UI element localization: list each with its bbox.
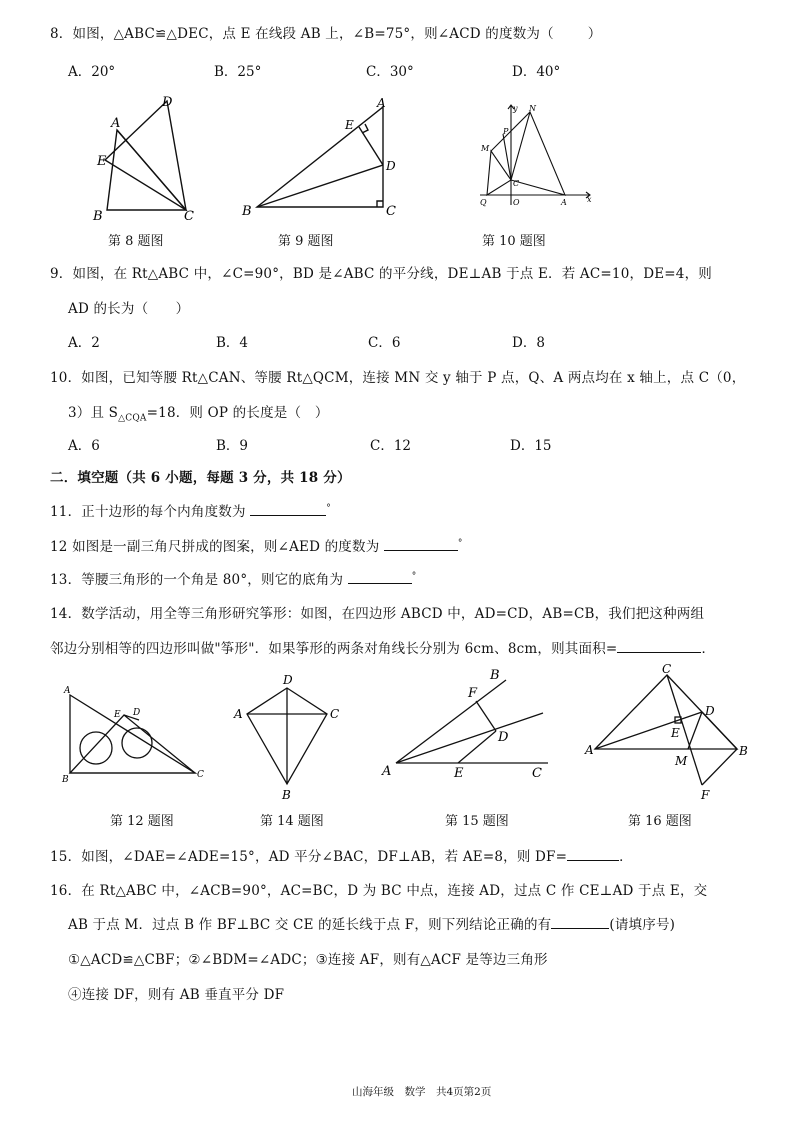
- q8-option-b[interactable]: B．25°: [214, 64, 262, 80]
- q10-stem-line2: 3）且 $S_{\triangle CQA}=18$．则 OP 的长度是（ ）: [68, 405, 329, 424]
- fig10-caption: 第 10 题图: [482, 234, 546, 249]
- q14-stem-line1: 14．数学活动，用全等三角形研究筝形：如图，在四边形 ABCD 中，AD=CD，AB=CB，我们把这种两组: [50, 606, 705, 622]
- page-footer: 山海年级 数学 共4页第2页: [352, 1086, 492, 1098]
- q9-stem-line2: AD 的长为（ ）: [68, 301, 190, 317]
- figure-10: [475, 100, 595, 215]
- fig15-label-a: A: [382, 764, 392, 779]
- fig14-label-b: B: [282, 788, 291, 802]
- fig15-caption: 第 15 题图: [445, 814, 509, 829]
- q9-stem-line1: 9．如图，在 Rt△ABC 中，∠C=90°，BD 是∠ABC 的平分线，DE⊥AB 于点 E．若 AC=10，DE=4，则: [50, 266, 712, 282]
- fig10-label-x: x: [587, 195, 592, 204]
- fig12-label-a: A: [64, 686, 71, 696]
- figure-8: [90, 95, 210, 225]
- fig14-label-c: C: [330, 707, 340, 721]
- fig16-label-c: C: [662, 662, 672, 676]
- q16-stem-line2: AB 于点 M．过点 B 作 BF⊥BC 交 CE 的延长线于点 F，则下列结论正确的有 (请填序号): [68, 917, 676, 933]
- fig10-label-y: y: [513, 104, 518, 113]
- q10-option-a[interactable]: A．6: [68, 438, 100, 454]
- q9-option-b[interactable]: B．4: [216, 335, 249, 351]
- figure-9: [240, 95, 410, 225]
- fig9-caption: 第 9 题图: [278, 234, 334, 249]
- q8-option-c[interactable]: C．30°: [366, 64, 414, 80]
- q15-answer-blank[interactable]: [567, 848, 619, 861]
- fig9-label-a: A: [377, 96, 386, 110]
- figure-15: [378, 665, 553, 780]
- fig15-label-f: F: [468, 686, 478, 701]
- fig16-label-f: F: [701, 788, 710, 802]
- fig10-label-c: C: [513, 179, 520, 188]
- fig16-caption: 第 16 题图: [628, 814, 692, 829]
- q11-stem: 11．正十边形的每个内角度数为 °: [50, 503, 331, 520]
- fig10-label-p: P: [503, 127, 509, 136]
- fig12-label-d: D: [133, 708, 141, 718]
- q14-answer-blank[interactable]: [617, 640, 701, 653]
- fig8-label-d: D: [162, 95, 173, 110]
- q9-option-d[interactable]: D．8: [512, 335, 545, 351]
- q8-option-d[interactable]: D．40°: [512, 64, 561, 80]
- q12-stem: 12 如图是一副三角尺拼成的图案，则∠AED 的度数为 °: [50, 538, 463, 555]
- fig12-caption: 第 12 题图: [110, 814, 174, 829]
- q12-answer-blank[interactable]: [384, 538, 458, 551]
- fig14-label-d: D: [283, 673, 293, 687]
- q15-stem: 15．如图，∠DAE=∠ADE=15°，AD 平分∠BAC，DF⊥AB，若 AE=8，则 DF= ．: [50, 849, 633, 865]
- fig16-label-b: B: [739, 744, 748, 758]
- fig15-label-d: D: [498, 730, 509, 745]
- q10-option-c[interactable]: C．12: [370, 438, 412, 454]
- fig12-label-b: B: [62, 775, 69, 785]
- fig14-caption: 第 14 题图: [260, 814, 324, 829]
- q10-option-b[interactable]: B．9: [216, 438, 249, 454]
- fig12-label-e: E: [114, 710, 121, 720]
- fig9-label-d: D: [386, 159, 396, 173]
- q13-stem: 13．等腰三角形的一个角是 80°，则它的底角为 °: [50, 571, 417, 588]
- fig15-label-b: B: [490, 668, 500, 683]
- q16-option-row2: ④连接 DF，则有 AB 垂直平分 DF: [68, 987, 285, 1003]
- section-2-heading: 二．填空题（共 6 小题，每题 3 分，共 18 分）: [50, 470, 351, 486]
- fig14-label-a: A: [234, 707, 243, 721]
- fig10-label-q: Q: [480, 198, 487, 207]
- fig12-label-c: C: [197, 770, 204, 780]
- fig10-label-m: M: [481, 144, 490, 153]
- q8-stem: 8．如图，△ABC≌△DEC，点 E 在线段 AB 上，∠B=75°，则∠ACD 的度数为（ ）: [50, 26, 602, 42]
- fig10-label-o: O: [513, 198, 520, 207]
- q9-option-a[interactable]: A．2: [68, 335, 100, 351]
- fig15-label-e: E: [454, 766, 464, 781]
- q10-stem-line1: 10．如图，已知等腰 Rt△CAN、等腰 Rt△QCM，连接 MN 交 y 轴于 P 点，Q、A 两点均在 x 轴上，点 C（0，: [50, 370, 746, 386]
- fig10-label-n: N: [529, 104, 536, 113]
- figure-12: [60, 685, 210, 785]
- q8-option-a[interactable]: A．20°: [68, 64, 116, 80]
- q16-answer-blank[interactable]: [551, 916, 609, 929]
- figure-16: [585, 662, 760, 805]
- fig16-label-m: M: [675, 754, 688, 768]
- fig16-label-d: D: [705, 704, 715, 718]
- figure-14: [232, 672, 342, 802]
- q16-option-row1: ①△ACD≌△CBF；②∠BDM=∠ADC；③连接 AF，则有△ACF 是等边三角形: [68, 952, 548, 968]
- q16-stem-line1: 16．在 Rt△ABC 中，∠ACB=90°，AC=BC，D 为 BC 中点，连接 AD，过点 C 作 CE⊥AD 于点 E，交: [50, 883, 708, 899]
- fig8-label-a: A: [111, 116, 121, 131]
- fig9-label-e: E: [345, 118, 354, 132]
- q13-answer-blank[interactable]: [348, 571, 412, 584]
- q11-answer-blank[interactable]: [250, 503, 326, 516]
- fig8-label-c: C: [184, 209, 194, 224]
- fig8-label-b: B: [93, 209, 103, 224]
- q10-option-d[interactable]: D．15: [510, 438, 552, 454]
- q9-option-c[interactable]: C．6: [368, 335, 401, 351]
- q14-stem-line2: 邻边分别相等的四边形叫做"筝形"．如果筝形的两条对角线长分别为 6cm、8cm，则其面积= ．: [50, 641, 716, 657]
- fig8-caption: 第 8 题图: [108, 234, 164, 249]
- fig10-label-a: A: [561, 198, 567, 207]
- fig9-label-b: B: [242, 204, 252, 219]
- fig9-label-c: C: [386, 204, 396, 219]
- fig8-label-e: E: [97, 154, 107, 169]
- fig16-label-a: A: [585, 743, 594, 757]
- fig16-label-e: E: [671, 726, 680, 740]
- fig15-label-c: C: [532, 766, 542, 781]
